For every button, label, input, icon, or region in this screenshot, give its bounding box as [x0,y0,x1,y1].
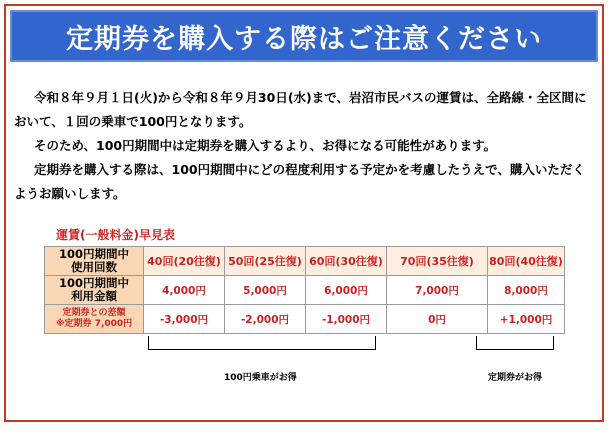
amount-row-header [45,276,144,305]
usage-cell: 50回(25往復) [225,247,306,276]
usage-row [45,247,565,276]
notice-body [14,86,588,206]
difference-cell: -1,000円 [306,305,387,334]
difference-row-header [45,305,144,334]
difference-cell: +1,000円 [488,305,565,334]
usage-row-header [45,247,144,276]
title-banner [10,10,598,62]
difference-cell: 0円 [387,305,488,334]
amount-row [45,276,565,305]
notice-paragraph-3: 定期券を購入する際は、100円期間中にどの程度利用する予定かを考慮したうえで、購入いただくようお願いします。 [14,162,585,201]
amount-cell: 6,000円 [306,276,387,305]
amount-header-line1: 100円期間中 [58,276,129,290]
amount-cell: 7,000円 [387,276,488,305]
notice-paragraph-1: 令和８年９月１日(火)から令和８年９月30日(水)まで、岩沼市民バスの運賃は、全路線・全区間において、１回の乗車で100円となります。 [14,90,587,129]
page-title: 定期券を購入する際はご注意ください [66,23,542,55]
fare-table [44,246,565,334]
notice-paragraph-2: そのため、100円期間中は定期券を購入するより、お得になる可能性があります。 [34,138,497,153]
amount-cell: 5,000円 [225,276,306,305]
difference-header-line2: ※定期券 7,000円 [55,319,133,329]
amount-cell: 8,000円 [488,276,565,305]
usage-header-line1: 100円期間中 [58,247,129,261]
usage-cell: 80回(40往復) [488,247,565,276]
cheaper-by-ride-bracket [148,336,376,350]
cheaper-by-pass-bracket [476,336,554,350]
usage-cell: 40回(20往復) [144,247,225,276]
cheaper-by-ride-label: 100円乗車がお得 [224,373,297,383]
usage-header-line2: 使用回数 [71,260,117,274]
amount-cell: 4,000円 [144,276,225,305]
difference-cell: -2,000円 [225,305,306,334]
usage-cell: 60回(30往復) [306,247,387,276]
notice-frame [4,4,604,422]
difference-row [45,305,565,334]
difference-header-line1: 定期券との差額 [62,308,126,318]
difference-cell: -3,000円 [144,305,225,334]
usage-cell: 70回(35往復) [387,247,488,276]
fare-table-title: 運賃(一般料金)早見表 [56,228,175,242]
cheaper-by-pass-label: 定期券がお得 [488,373,543,383]
amount-header-line2: 利用金額 [71,289,117,303]
